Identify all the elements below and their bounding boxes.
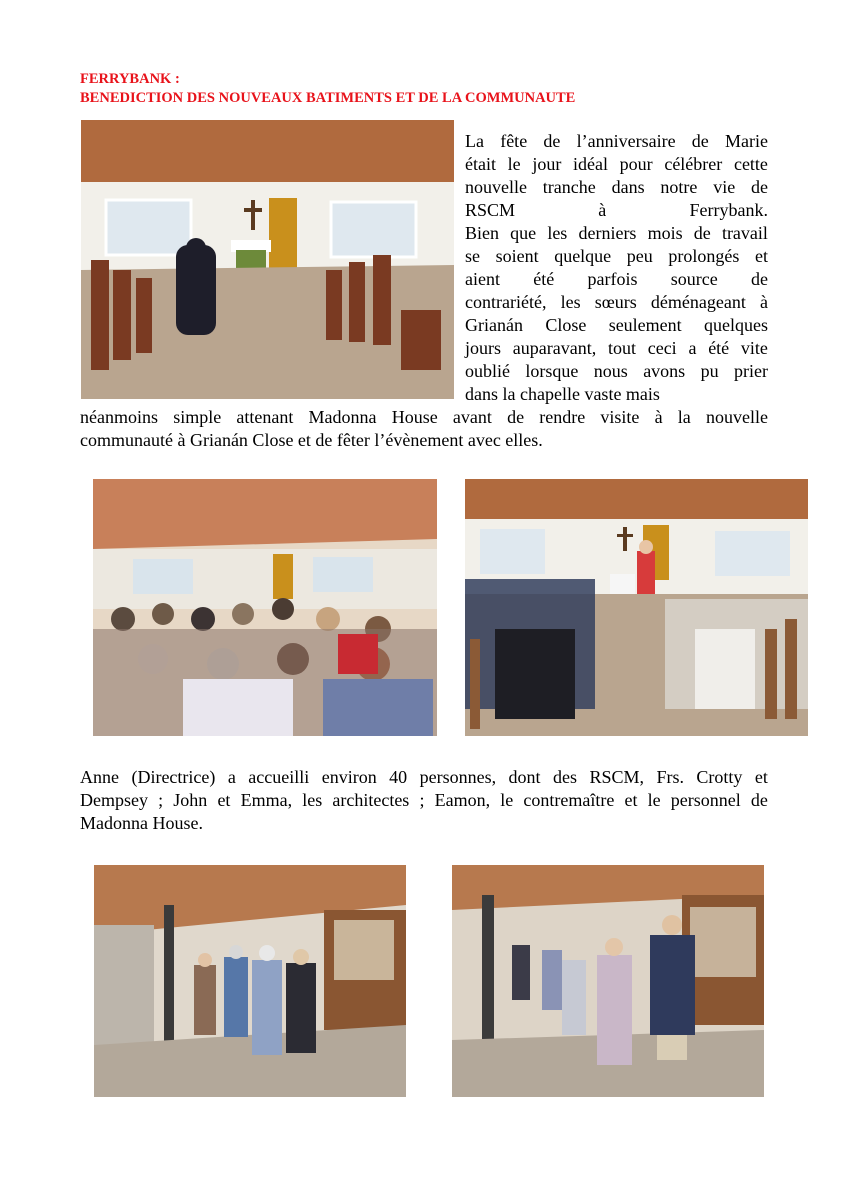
intro-full-line: communauté à Grianán Close et de fêter l’évènement avec elles. [80, 430, 543, 450]
intro-line: oublié lorsque nous avons pu prier [465, 361, 768, 381]
photo-gathering [93, 479, 437, 736]
photo-corridor-2 [452, 865, 764, 1097]
intro-line: se soient quelque peu prolongés et [465, 246, 768, 266]
intro-line: jours auparavant, tout ceci a été vite [465, 338, 768, 358]
intro-full-line: néanmoins simple attenant Madonna House avant de rendre visite à la nouvelle [80, 407, 768, 427]
caption-line: Anne (Directrice) a accueilli environ 40 personnes, dont des RSCM, Frs. Crotty et [80, 767, 768, 787]
intro-line: contrariété, les sœurs déménageant à [465, 292, 768, 312]
page-title-line2: BENEDICTION DES NOUVEAUX BATIMENTS ET DE LA COMMUNAUTE [80, 90, 576, 106]
intro-line: nouvelle tranche dans notre vie de [465, 177, 768, 197]
caption-line: Dempsey ; John et Emma, les architectes ; Eamon, le contremaître et le personnel de [80, 790, 768, 810]
intro-continuation [80, 406, 768, 452]
caption-line: Madonna House. [80, 813, 203, 833]
photo-speaker [465, 479, 808, 736]
intro-line: Bien que les derniers mois de travail [465, 223, 768, 243]
page-title-line1: FERRYBANK : [80, 71, 180, 87]
intro-line: aient été parfois source de [465, 269, 768, 289]
intro-line: Grianán Close seulement quelques [465, 315, 768, 335]
photo-corridor-1 [94, 865, 406, 1097]
photo-chapel-interior [81, 120, 454, 399]
intro-line: La fête de l’anniversaire de Marie [465, 131, 768, 151]
intro-paragraph [465, 130, 768, 406]
intro-line: était le jour idéal pour célébrer cette [465, 154, 768, 174]
intro-line: dans la chapelle vaste mais [465, 384, 660, 404]
caption-paragraph [80, 766, 768, 835]
intro-line: RSCM à Ferrybank. [465, 200, 768, 220]
